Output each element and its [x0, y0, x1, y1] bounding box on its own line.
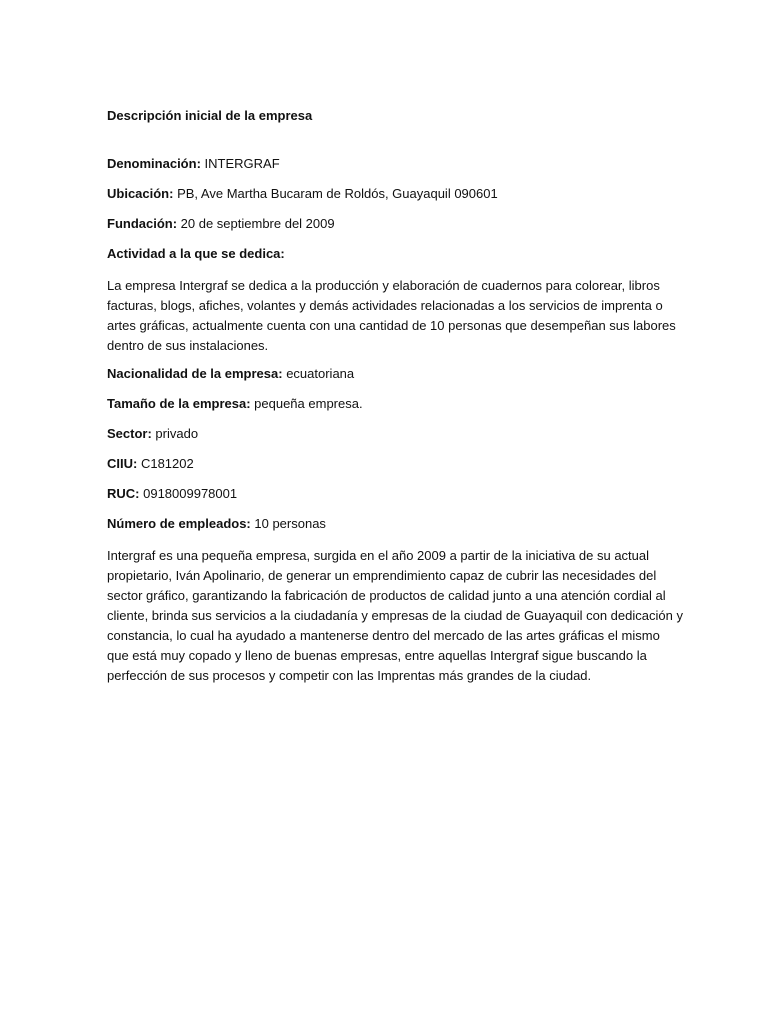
actividad-heading: Actividad a la que se dedica:: [107, 246, 285, 261]
paragraph-line: propietario, Iván Apolinario, de generar un emprendimiento capaz de cubrir las necesidades del: [107, 568, 657, 583]
historia-paragraph: [107, 546, 683, 686]
ubicacion-label: Ubicación:: [107, 186, 174, 201]
paragraph-line: Intergraf es una pequeña empresa, surgida en el año 2009 a partir de la iniciativa de su actual: [107, 548, 650, 563]
empleados-label: Número de empleados:: [107, 516, 251, 531]
paragraph-line: perfección de sus procesos y competir con las Imprentas más grandes de la ciudad.: [107, 668, 592, 683]
tamano-field: [107, 396, 667, 412]
nacionalidad-label: Nacionalidad de la empresa:: [107, 366, 283, 381]
fundacion-label: Fundación:: [107, 216, 178, 231]
paragraph-line: cliente, brinda sus servicios a la ciudadanía y empresas de la ciudad de Guayaquil con dedicación y: [107, 608, 683, 623]
sector-value: privado: [151, 426, 199, 441]
ubicacion-value: PB, Ave Martha Bucaram de Roldós, Guayaquil 090601: [173, 186, 498, 201]
sector-field: [107, 426, 667, 442]
empleados-field: [107, 516, 667, 532]
paragraph-line: La empresa Intergraf se dedica a la producción y elaboración de cuadernos para colorear, libros: [107, 278, 660, 293]
ciiu-field: [107, 456, 667, 472]
paragraph-line: constancia, lo cual ha ayudado a mantenerse dentro del mercado de las artes gráficas el mismo: [107, 628, 660, 643]
ruc-value: 0918009978001: [139, 486, 238, 501]
ciiu-label: CIIU:: [107, 456, 138, 471]
document-body: [107, 108, 683, 696]
actividad-paragraph: [107, 276, 676, 356]
tamano-value: pequeña empresa.: [250, 396, 363, 411]
ciiu-value: C181202: [137, 456, 194, 471]
fundacion-field: [107, 216, 667, 232]
paragraph-line: sector gráfico, garantizando la fabricación de productos de calidad junto a una atención cordial al: [107, 588, 666, 603]
sector-label: Sector:: [107, 426, 152, 441]
paragraph-line: facturas, blogs, afiches, volantes y demás actividades relacionadas a los servicios de imprenta o: [107, 298, 663, 313]
ubicacion-field: [107, 186, 667, 202]
denominacion-field: [107, 156, 667, 172]
denominacion-value: INTERGRAF: [200, 156, 280, 171]
paragraph-line: artes gráficas, actualmente cuenta con una cantidad de 10 personas que desempeñan sus labores: [107, 318, 676, 333]
nacionalidad-value: ecuatoriana: [282, 366, 355, 381]
ruc-field: [107, 486, 667, 502]
document-title: Descripción inicial de la empresa: [107, 108, 313, 123]
nacionalidad-field: [107, 366, 667, 382]
denominacion-label: Denominación:: [107, 156, 201, 171]
tamano-label: Tamaño de la empresa:: [107, 396, 251, 411]
paragraph-line: dentro de sus instalaciones.: [107, 338, 269, 353]
ruc-label: RUC:: [107, 486, 140, 501]
empleados-value: 10 personas: [250, 516, 326, 531]
paragraph-line: que está muy copado y lleno de buenas empresas, entre aquellas Intergraf sigue buscando la: [107, 648, 647, 663]
fundacion-value: 20 de septiembre del 2009: [177, 216, 335, 231]
